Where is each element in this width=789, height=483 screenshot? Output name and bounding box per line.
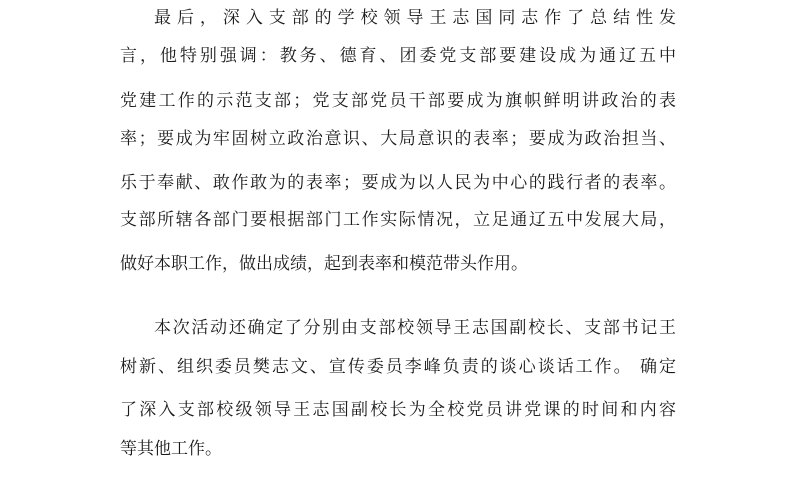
text-line: 支部所辖各部门要根据部门工作实际情况，立足通辽五中发展大局， — [120, 210, 676, 230]
text-line: 了深入支部校级领导王志国副校长为全校党员讲党课的时间和内容 — [120, 400, 676, 420]
text-line: 等其他工作。 — [120, 439, 222, 459]
text-line: 乐于奉献、敢作敢为的表率；要成为以人民为中心的践行者的表率。 — [120, 173, 676, 193]
text-line: 言，他特别强调：教务、德育、团委党支部要建设成为通辽五中 — [120, 46, 676, 66]
text-line: 做好本职工作，做出成绩，起到表率和模范带头作用。 — [120, 254, 528, 274]
text-line: 本次活动还确定了分别由支部校领导王志国副校长、支部书记王 — [154, 318, 676, 338]
text-line: 树新、组织委员樊志文、宣传委员李峰负责的谈心谈话工作。 确定 — [120, 357, 676, 377]
text-line: 最后，深入支部的学校领导王志国同志作了总结性发 — [154, 8, 676, 28]
text-line: 党建工作的示范支部；党支部党员干部要成为旗帜鲜明讲政治的表 — [120, 91, 676, 111]
text-line: 率；要成为牢固树立政治意识、大局意识的表率；要成为政治担当、 — [120, 129, 676, 149]
